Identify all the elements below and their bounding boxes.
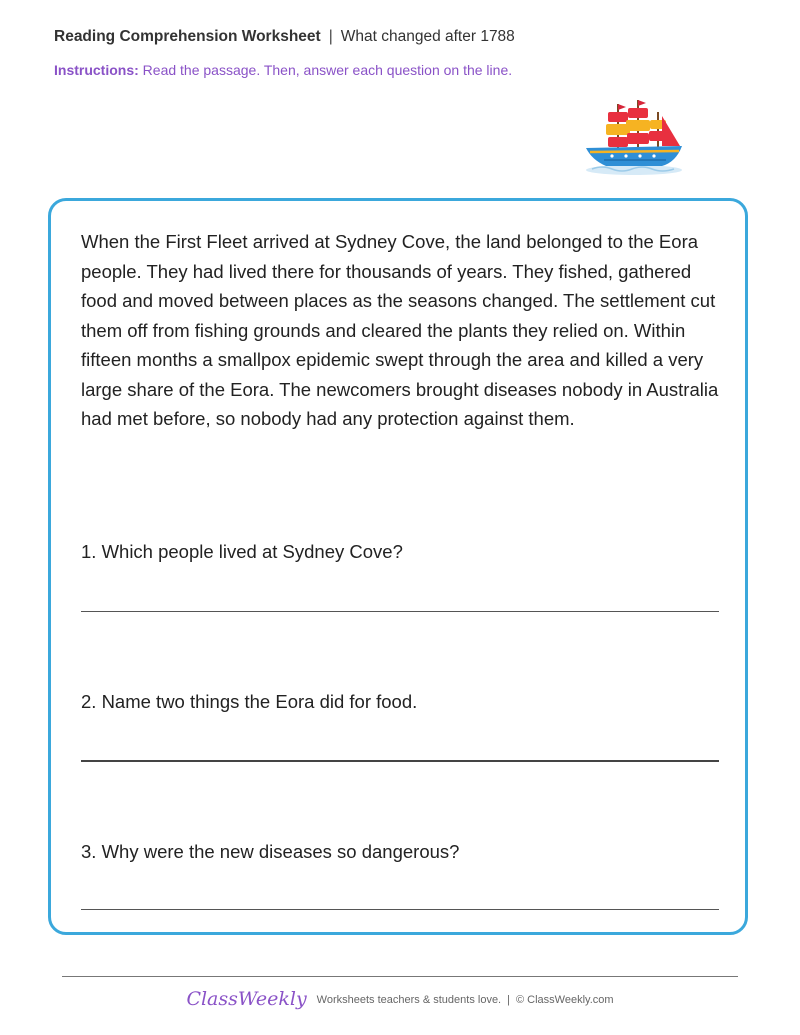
answer-line-2[interactable] [81,760,719,762]
instructions-label: Instructions: [54,62,139,78]
instructions-text: Read the passage. Then, answer each question on the line. [142,62,513,78]
question-2: 2. Name two things the Eora did for food. [81,691,418,712]
footer-tagline: Worksheets teachers & students love. [316,994,502,1006]
answer-line-3[interactable] [81,909,719,910]
question-1: 1. Which people lived at Sydney Cove? [81,541,403,562]
sailing-ship-icon [582,96,686,178]
brand-logo: ClassWeekly [186,988,307,1010]
passage-card [48,198,748,935]
question-3: 3. Why were the new diseases so dangerous? [81,841,460,862]
instructions [54,60,514,81]
footer-separator: | [507,994,510,1006]
worksheet-subtitle: What changed after 1788 [340,28,515,45]
reading-passage: When the First Fleet arrived at Sydney Cove, the land belonged to the Eora people. They had lived there for thousands of years. They fished, gathered food and moved between places as the seasons changed. The settlement cut them off from fishing grounds and cleared the plants they relied on. Within fifteen months a smallpox epidemic swept through the area and killed a very large share of the Eora. The newcomers brought diseases nobody in Australia had met before, so nobody had any protection against them. [81,231,719,429]
answer-line-1[interactable] [81,611,719,612]
footer [0,988,800,1010]
header-separator: | [328,28,333,45]
worksheet-header [54,28,515,46]
footer-copyright: © ClassWeekly.com [515,994,614,1006]
footer-divider [62,976,738,977]
worksheet-title: Reading Comprehension Worksheet [54,28,321,45]
